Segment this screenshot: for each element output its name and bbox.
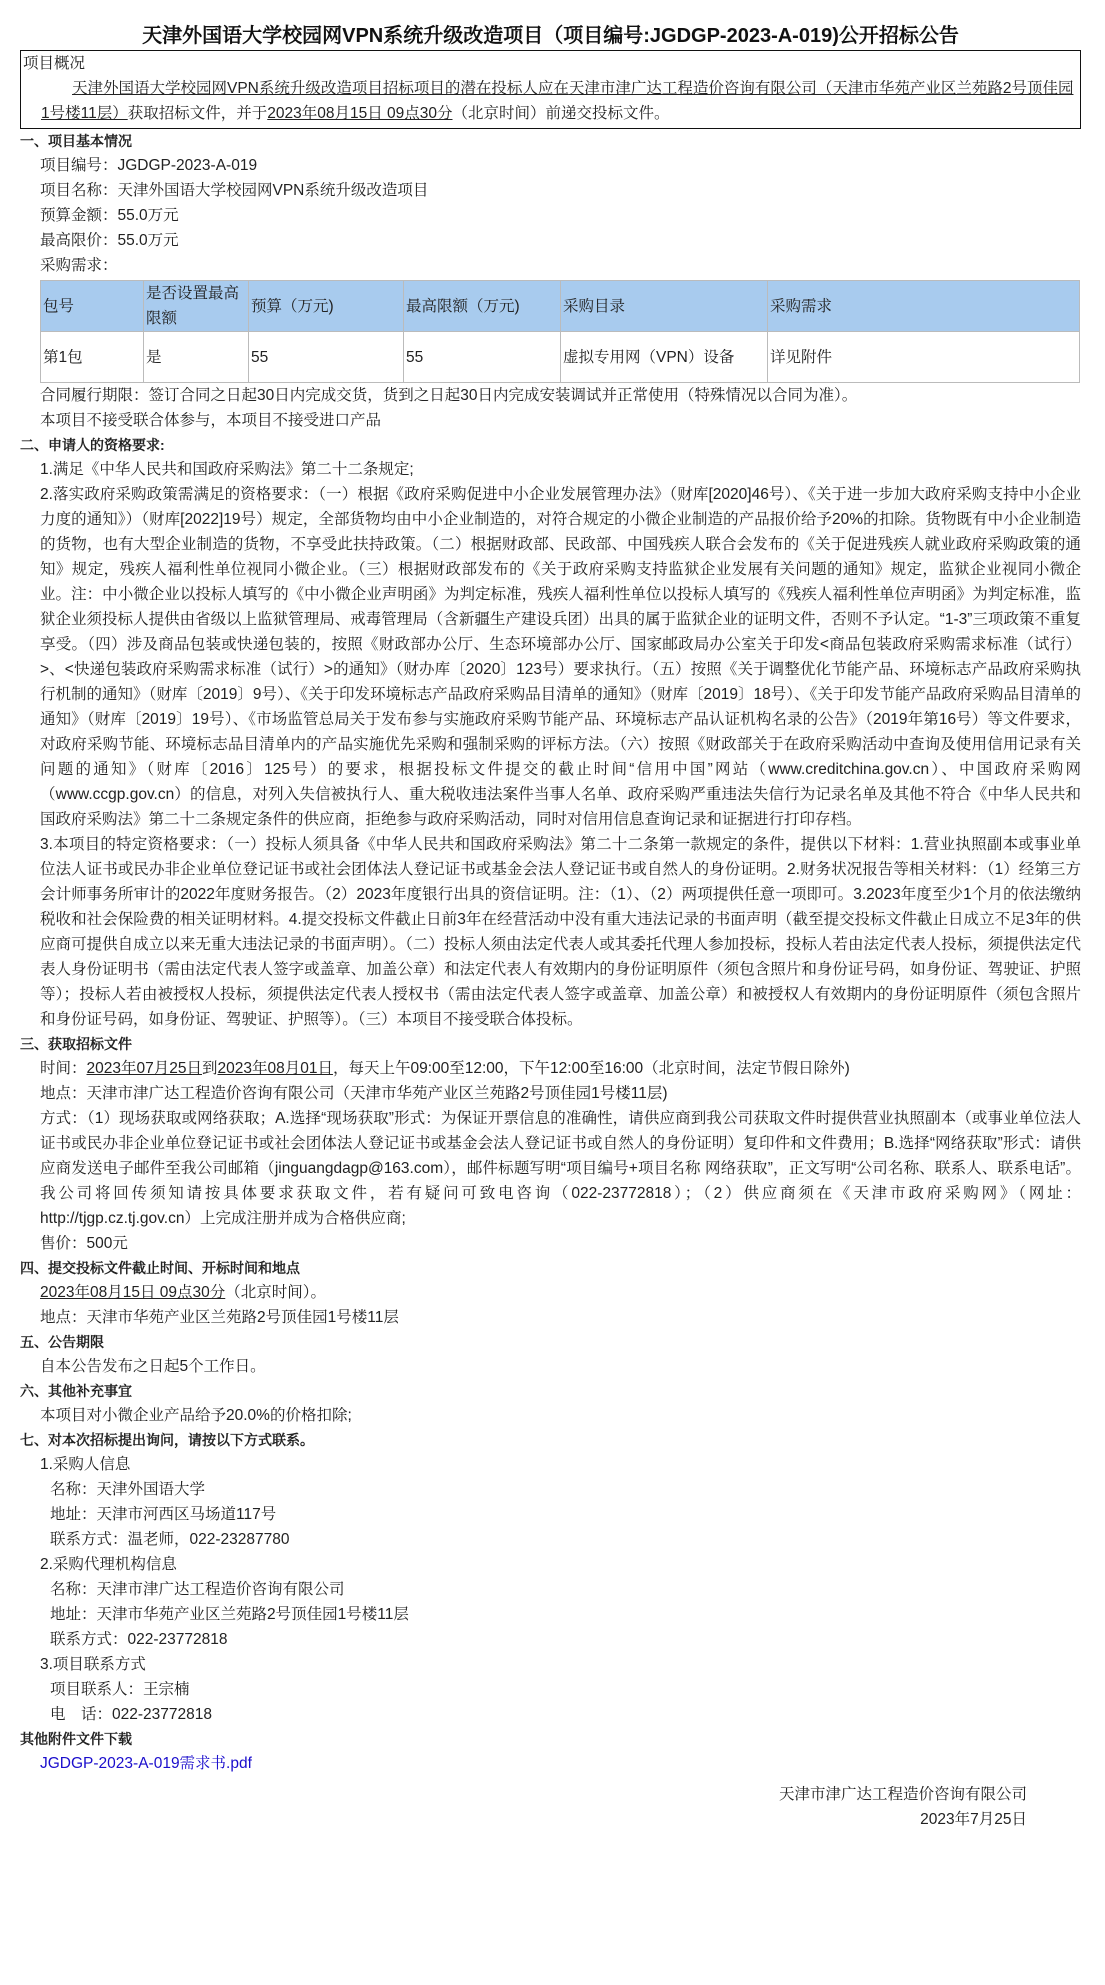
- section-1-heading: 一、项目基本情况: [20, 133, 132, 149]
- acquisition-method: 方式：（1）现场获取或网络获取；A.选择“现场获取”形式：为保证开票信息的准确性，请供应商到我公司获取文件时提供营业执照副本（或事业单位法人证书或民办非企业单位登记证书或社会团体法人登记证书或基金会法人登记证书或自然人的身份证明）复印件和文件费用；B.选择“网络获取”形式：请供应商发送电子邮件至我公司邮箱（jinguangdagp@163.com），邮件标题写明“项目编号+项目名称 网络获取”，正文写明“公司名称、联系人、联系电话”。我公司将回传须知请按具体要求获取文件，若有疑问可致电咨询（022-23772818）；（2）供应商须在《天津市政府采购网》（网址：http://tjgp.cz.tj.gov.cn）上完成注册并成为合格供应商;: [40, 1110, 1081, 1227]
- acquisition-place: 地点：天津市津广达工程造价咨询有限公司（天津市华苑产业区兰苑路2号顶佳园1号楼11层): [40, 1085, 668, 1102]
- section-3-heading: 三、获取招标文件: [20, 1036, 132, 1052]
- overview-seg5: （北京时间）前递交投标文件。: [452, 105, 670, 122]
- project-number: 项目编号：JGDGP-2023-A-019: [40, 157, 258, 174]
- col-max-limit: 最高限额（万元): [404, 281, 561, 332]
- qualification-3: 3.本项目的特定资格要求：（一）投标人须具备《中华人民共和国政府采购法》第二十二条第一款规定的条件，提供以下材料：1.营业执照副本或事业单位法人证书或民办非企业单位登记证书或社会团体法人登记证书或基金会法人登记证书或自然人的身份证明。2.财务状况报告等相关材料：（1）经第三方会计师事务所审计的2022年度财务报告。（2）2023年度银行出具的资信证明。注：（1）、（2）两项提供任意一项即可。3.2023年度至少1个月的依法缴纳税收和社会保险费的相关证明材料。4.提交投标文件截止日前3年在经营活动中没有重大违法记录的书面声明（截至提交投标文件截止日成立不足3年的供应商可提供自成立以来无重大违法记录的书面声明）。（二）投标人须由法定代表人或其委托代理人参加投标，投标人若由法定代表人投标，须提供法定代表人身份证明书（需由法定代表人签字或盖章、加盖公章）和法定代表人有效期内的身份证明原件（须包含照片和身份证号码，如身份证、驾驶证、护照等）；投标人若由被授权人投标，须提供法定代表人授权书（需由法定代表人签字或盖章、加盖公章）和被授权人有效期内的身份证明原件（须包含照片和身份证号码，如身份证、驾驶证、护照等）。（三）本项目不接受联合体投标。: [40, 836, 1081, 1028]
- cell-catalog: 虚拟专用网（VPN）设备: [561, 332, 768, 383]
- section-6-heading: 六、其他补充事宜: [20, 1383, 132, 1399]
- table-row: [41, 332, 1080, 383]
- cell-package: 第1包: [41, 332, 144, 383]
- acquisition-time: [20, 1056, 1081, 1081]
- purchaser-info-title: 1.采购人信息: [40, 1456, 131, 1473]
- agency-info-title: 2.采购代理机构信息: [40, 1556, 177, 1573]
- time-rest: ，每天上午09:00至12:00，下午12:00至16:00（北京时间，法定节假日除外): [332, 1060, 850, 1077]
- document-price: 售价：500元: [40, 1235, 128, 1252]
- overview-deadline: 2023年08月15日 09点30分: [267, 105, 453, 122]
- section-7-heading: 七、对本次招标提出询问，请按以下方式联系。: [20, 1432, 314, 1448]
- cell-budget: 55: [249, 332, 404, 383]
- overview-text: [23, 76, 1076, 126]
- attachment-item: [20, 1751, 1081, 1776]
- procurement-table: [40, 280, 1080, 383]
- overview-agency: 天津市津广达工程造价咨询有限公司（天津市华苑产业区兰苑路2号顶佳园1号楼11层）: [41, 80, 1074, 122]
- section-4-heading: 四、提交投标文件截止时间、开标时间和地点: [20, 1260, 300, 1276]
- page-title: 天津外国语大学校园网VPN系统升级改造项目（项目编号:JGDGP-2023-A-019)公开招标公告: [142, 25, 959, 47]
- table-header-row: [41, 281, 1080, 332]
- col-catalog: 采购目录: [561, 281, 768, 332]
- col-demand: 采购需求: [768, 281, 1080, 332]
- purchaser-address: 地址：天津市河西区马场道117号: [50, 1506, 277, 1523]
- time-label: 时间：: [40, 1060, 87, 1077]
- attachments-heading: 其他附件文件下载: [20, 1731, 132, 1747]
- cell-demand: 详见附件: [768, 332, 1080, 383]
- overview-label: 项目概况: [23, 55, 86, 72]
- overview-seg3: 获取招标文件，并于: [127, 105, 268, 122]
- deadline-date: 2023年08月15日 09点30分: [40, 1284, 226, 1301]
- time-end: 2023年08月01日: [217, 1060, 333, 1077]
- time-to: 到: [201, 1060, 218, 1077]
- budget-amount: 预算金额：55.0万元: [40, 207, 179, 224]
- col-package: 包号: [41, 281, 144, 332]
- section-5-heading: 五、公告期限: [20, 1334, 104, 1350]
- signature-date: 2023年7月25日: [920, 1811, 1027, 1828]
- purchaser-name: 名称：天津外国语大学: [50, 1481, 206, 1498]
- project-name: 项目名称：天津外国语大学校园网VPN系统升级改造项目: [40, 182, 429, 199]
- project-contact-title: 3.项目联系方式: [40, 1656, 146, 1673]
- agency-contact: 联系方式：022-23772818: [50, 1631, 228, 1648]
- project-contact-phone: 电 话：022-23772818: [50, 1706, 212, 1723]
- qualification-2: 2.落实政府采购政策需满足的资格要求：（一）根据《政府采购促进中小企业发展管理办法》（财库[2020]46号）、《关于进一步加大政府采购支持中小企业力度的通知》）（财库[2022]19号）规定，全部货物均由中小企业制造的，对符合规定的小微企业制造的产品报价给予20%的扣除。货物既有中小企业制造的货物，也有大型企业制造的货物，不享受此扶持政策。（二）根据财政部、民政部、中国残疾人联合会发布的《关于促进残疾人就业政府采购政策的通知》规定，残疾人福利性单位视同小微企业。（三）根据财政部发布的《关于政府采购支持监狱企业发展有关问题的通知》规定，监狱企业视同小微企业。注：中小微企业以投标人填写的《中小微企业声明函》为判定标准，残疾人福利性单位以投标人填写的《残疾人福利性单位声明函》为判定标准，监狱企业须投标人提供由省级以上监狱管理局、戒毒管理局（含新疆生产建设兵团）出具的属于监狱企业的证明文件，否则不予认定。“1-3”三项政策不重复享受。（四）涉及商品包装或快递包装的，按照《财政部办公厅、生态环境部办公厅、国家邮政局办公室关于印发<商品包装政府采购需求标准（试行）>、<快递包装政府采购需求标准（试行）>的通知》（财办库〔2020〕123号）要求执行。（五）按照《关于调整优化节能产品、环境标志产品政府采购执行机制的通知》（财库〔2019〕9号）、《关于印发环境标志产品政府采购品目清单的通知》（财库〔2019〕18号）、《关于印发节能产品政府采购品目清单的通知》（财库〔2019〕19号）、《市场监管总局关于发布参与实施政府采购节能产品、环境标志产品认证机构名录的公告》（2019年第16号）等文件要求，对政府采购节能、环境标志品目清单内的产品实施优先采购和强制采购的评标方法。（六）按照《财政部关于在政府采购活动中查询及使用信用记录有关问题的通知》（财库〔2016〕125号）的要求，根据投标文件提交的截止时间“信用中国”网站（www.creditchina.gov.cn）、中国政府采购网（www.ccgp.gov.cn）的信息，对列入失信被执行人、重大税收违法案件当事人名单、政府采购严重违法失信行为记录名单及其他不符合《中华人民共和国政府采购法》第二十二条规定条件的供应商，拒绝参与政府采购活动，同时对信用信息查询记录和证据进行打印存档。: [40, 486, 1081, 828]
- consortium-note: 本项目不接受联合体参与，本项目不接受进口产品: [40, 412, 382, 429]
- submission-deadline: [20, 1280, 1081, 1305]
- notice-period: 自本公告发布之日起5个工作日。: [40, 1358, 266, 1375]
- qualification-1: 1.满足《中华人民共和国政府采购法》第二十二条规定;: [40, 461, 414, 478]
- section-2-heading: 二、申请人的资格要求:: [20, 437, 165, 453]
- col-budget: 预算（万元): [249, 281, 404, 332]
- col-has-limit: 是否设置最高限额: [144, 281, 249, 332]
- max-price: 最高限价：55.0万元: [40, 232, 179, 249]
- cell-has-limit: 是: [144, 332, 249, 383]
- signature-block: [20, 1782, 1081, 1832]
- time-start: 2023年07月25日: [86, 1060, 202, 1077]
- procurement-demand-label: 采购需求：: [40, 257, 118, 274]
- agency-address: 地址：天津市华苑产业区兰苑路2号顶佳园1号楼11层: [50, 1606, 409, 1623]
- purchaser-contact: 联系方式：温老师，022-23287780: [50, 1531, 290, 1548]
- supplementary-matters: 本项目对小微企业产品给予20.0%的价格扣除;: [40, 1407, 352, 1424]
- overview-seg1: 天津外国语大学校园网VPN系统升级改造项目招标项目的潜在投标人应在: [72, 80, 569, 97]
- deadline-rest: （北京时间）。: [225, 1284, 327, 1301]
- cell-max-limit: 55: [404, 332, 561, 383]
- project-overview-box: [20, 50, 1081, 129]
- agency-name: 名称：天津市津广达工程造价咨询有限公司: [50, 1581, 345, 1598]
- contract-period: 合同履行期限：签订合同之日起30日内完成交货，货到之日起30日内完成安装调试并正常使用（特殊情况以合同为准）。: [40, 387, 858, 404]
- project-contact-person: 项目联系人：王宗楠: [50, 1681, 190, 1698]
- submission-place: 地点：天津市华苑产业区兰苑路2号顶佳园1号楼11层: [40, 1309, 399, 1326]
- signature-org: 天津市津广达工程造价咨询有限公司: [778, 1786, 1027, 1803]
- attachment-download-link[interactable]: JGDGP-2023-A-019需求书.pdf: [40, 1755, 252, 1772]
